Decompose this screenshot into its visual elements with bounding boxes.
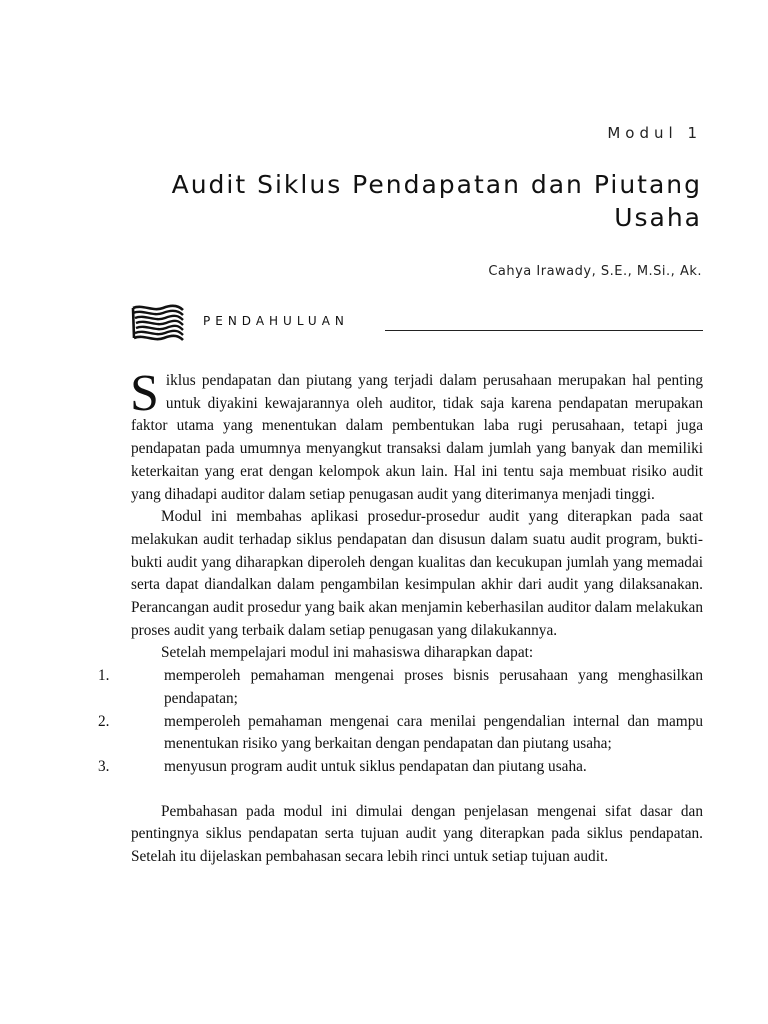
list-item-text: memperoleh pemahaman mengenai proses bisnis perusahaan yang menghasilkan pendapatan; bbox=[164, 667, 703, 707]
list-item bbox=[98, 665, 703, 710]
intro-paragraph bbox=[130, 365, 703, 506]
objectives-lead: Setelah mempelajari modul ini mahasiswa diharapkan dapat: bbox=[161, 644, 534, 662]
list-item-text: memperoleh pemahaman mengenai cara menilai pengendalian internal dan mampu menentukan risiko yang berkaitan dengan pendapatan dan piutang usaha; bbox=[164, 712, 703, 753]
body-text bbox=[98, 365, 703, 869]
overview-paragraph: Pembahasan pada modul ini dimulai dengan penjelasan mengenai sifat dasar dan pentingnya siklus pendapatan serta tujuan audit yang diterapkan pada siklus pendapatan. Setelah itu dijelaskan pembahasan secara lebih rinci untuk setiap tujuan audit. bbox=[131, 802, 703, 866]
objectives-list bbox=[98, 665, 703, 779]
section-rule bbox=[385, 330, 703, 331]
scope-paragraph: Modul ini membahas aplikasi prosedur-prosedur audit yang diterapkan pada saat melakukan audit terhadap siklus pendapatan dan disusun dalam suatu audit program, bukti-bukti audit yang diharapkan diperoleh dengan kualitas dan kecukupan jumlah yang memadai serta dapat diandalkan dalam pengambilan kesimpulan akhir dari audit yang dilaksanakan. Perancangan audit prosedur yang baik akan menjamin keberhasilan auditor dalam melakukan proses audit yang terbaik dalam setiap penugasan yang dilakukannya. bbox=[131, 508, 703, 639]
module-label: Modul 1 bbox=[607, 124, 702, 142]
list-number: 1. bbox=[98, 667, 110, 685]
book-pages-icon bbox=[131, 304, 185, 342]
section-label: PENDAHULUAN bbox=[203, 314, 349, 328]
page-title: Audit Siklus Pendapatan dan Piutang Usaha bbox=[171, 170, 702, 232]
drop-cap: S bbox=[130, 365, 159, 422]
list-item-text: menyusun program audit untuk siklus pendapatan dan piutang usaha. bbox=[164, 757, 587, 775]
list-item bbox=[98, 711, 703, 756]
intro-paragraph-text: iklus pendapatan dan piutang yang terjadi dalam perusahaan merupakan hal penting untuk diyakini kewajarannya oleh auditor, tidak saja karena pendapatan merupakan faktor utama yang menentukan dalam pembentukan laba rugi perusahaan, tetapi juga pendapatan pada umumnya menyangkut transaksi dalam jumlah yang banyak dan memiliki keterkaitan yang erat dengan kelompok akun lain. Hal ini tentu saja membuat risiko audit yang dihadapi auditor dalam setiap penugasan audit yang diterimanya menjadi tinggi. bbox=[131, 372, 703, 503]
paragraph-gap bbox=[131, 779, 703, 801]
list-item bbox=[98, 756, 703, 779]
list-number: 2. bbox=[98, 712, 110, 730]
author-name: Cahya Irawady, S.E., M.Si., Ak. bbox=[488, 264, 702, 279]
list-number: 3. bbox=[98, 757, 110, 775]
